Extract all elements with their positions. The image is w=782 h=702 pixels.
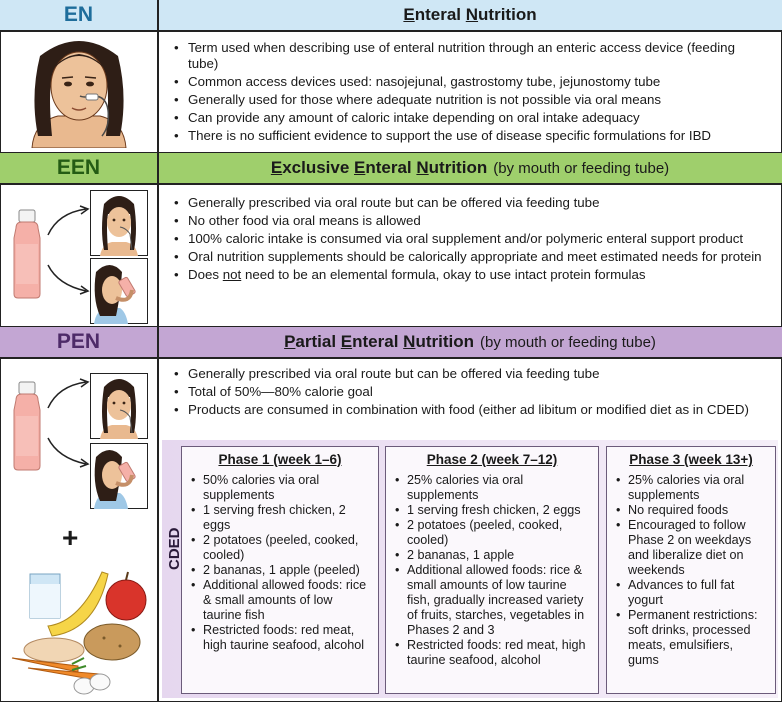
list-item: • 2 bananas, 1 apple [394, 548, 590, 563]
phase-title: Phase 3 (week 13+) [629, 452, 753, 467]
food-group-icon [8, 566, 154, 696]
plus-sign: + [62, 522, 79, 553]
list-item: • 25% calories via oral supplements [394, 473, 590, 503]
phase-title: Phase 2 (week 7–12) [426, 452, 558, 467]
arrow-icon [44, 378, 92, 468]
en-header [0, 0, 782, 30]
list-item: • Term used when describing use of enteral nutrition through an enteric access device (feeding tube) [172, 40, 762, 72]
list-item: • 2 potatoes (peeled, cooked, cooled) [394, 518, 590, 548]
pen-header [0, 327, 782, 357]
list-item: • 1 serving fresh chicken, 2 eggs [190, 503, 370, 533]
patient-feeding-tube-icon [90, 190, 148, 256]
list-item: • Additional allowed foods: rice & small amounts of low taurine fish [190, 578, 370, 623]
list-item: • Common access devices used: nasojejunal, gastrostomy tube, jejunostomy tube [172, 74, 762, 90]
pen-bullets [172, 366, 762, 420]
pen-title: Partial Enteral Nutrition (by mouth or feeding tube) [284, 332, 656, 351]
list-item: • 2 potatoes (peeled, cooked, cooled) [190, 533, 370, 563]
list-item: • Restricted foods: red meat, high taurine seafood, alcohol [190, 623, 370, 653]
list-item: • Additional allowed foods: rice & small amounts of low taurine fish, gradually increased variety of fruits, starches, vegetables in Phases 2 and 3 [394, 563, 590, 638]
een-title: Exclusive Enteral Nutrition (by mouth or feeding tube) [270, 158, 670, 177]
list-item: • Restricted foods: red meat, high taurine seafood, alcohol [394, 638, 590, 668]
een-bullets [172, 195, 762, 285]
list-item: • Advances to full fat yogurt [615, 578, 767, 608]
pen-abbr: PEN [56, 330, 101, 353]
list-item: • Generally prescribed via oral route but can be offered via feeding tube [172, 366, 762, 382]
phase-1-card [181, 446, 379, 694]
list-item: • Does not need to be an elemental formula, okay to use intact protein formulas [172, 267, 762, 283]
list-item: • 2 bananas, 1 apple (peeled) [190, 563, 370, 578]
list-item: • Products are consumed in combination with food (either ad libitum or modified diet as in CDED) [172, 402, 762, 418]
person-drinking-icon [90, 258, 148, 324]
list-item: • Oral nutrition supplements should be calorically appropriate and meet estimated needs for protein [172, 249, 762, 265]
list-item: • Can provide any amount of caloric intake depending on oral intake adequacy [172, 110, 762, 126]
list-item: • Encouraged to follow Phase 2 on weekdays and liberalize diet on weekends [615, 518, 767, 578]
list-item: • No required foods [615, 503, 767, 518]
en-title: Enteral Nutrition [403, 5, 537, 24]
patient-feeding-tube-icon [10, 36, 148, 148]
en-bullets [172, 40, 762, 146]
list-item: • 50% calories via oral supplements [190, 473, 370, 503]
list-item: • There is no sufficient evidence to support the use of disease specific formulations for IBD [172, 128, 762, 144]
arrow-icon [44, 205, 92, 295]
een-header [0, 153, 782, 183]
list-item: • Permanent restrictions: soft drinks, processed meats, emulsifiers, gums [615, 608, 767, 668]
een-abbr: EEN [56, 156, 101, 179]
phase-3-card [606, 446, 776, 694]
list-item: • 1 serving fresh chicken, 2 eggs [394, 503, 590, 518]
list-item: • Generally used for those where adequate nutrition is not possible via oral means [172, 92, 762, 108]
list-item: • Total of 50%—80% calorie goal [172, 384, 762, 400]
person-drinking-icon [90, 443, 148, 509]
phase-2-card [385, 446, 599, 694]
supplement-bottle-icon [10, 208, 44, 300]
een-subtitle: (by mouth or feeding tube) [493, 159, 670, 177]
en-abbr: EN [63, 3, 94, 26]
phase-title: Phase 1 (week 1–6) [218, 452, 342, 467]
pen-subtitle: (by mouth or feeding tube) [479, 333, 656, 351]
list-item: • No other food via oral means is allowed [172, 213, 762, 229]
list-item: • Generally prescribed via oral route but can be offered via feeding tube [172, 195, 762, 211]
list-item: • 100% caloric intake is consumed via oral supplement and/or polymeric enteral support product [172, 231, 762, 247]
patient-feeding-tube-icon [90, 373, 148, 439]
supplement-bottle-icon [10, 380, 44, 472]
list-item: • 25% calories via oral supplements [615, 473, 767, 503]
